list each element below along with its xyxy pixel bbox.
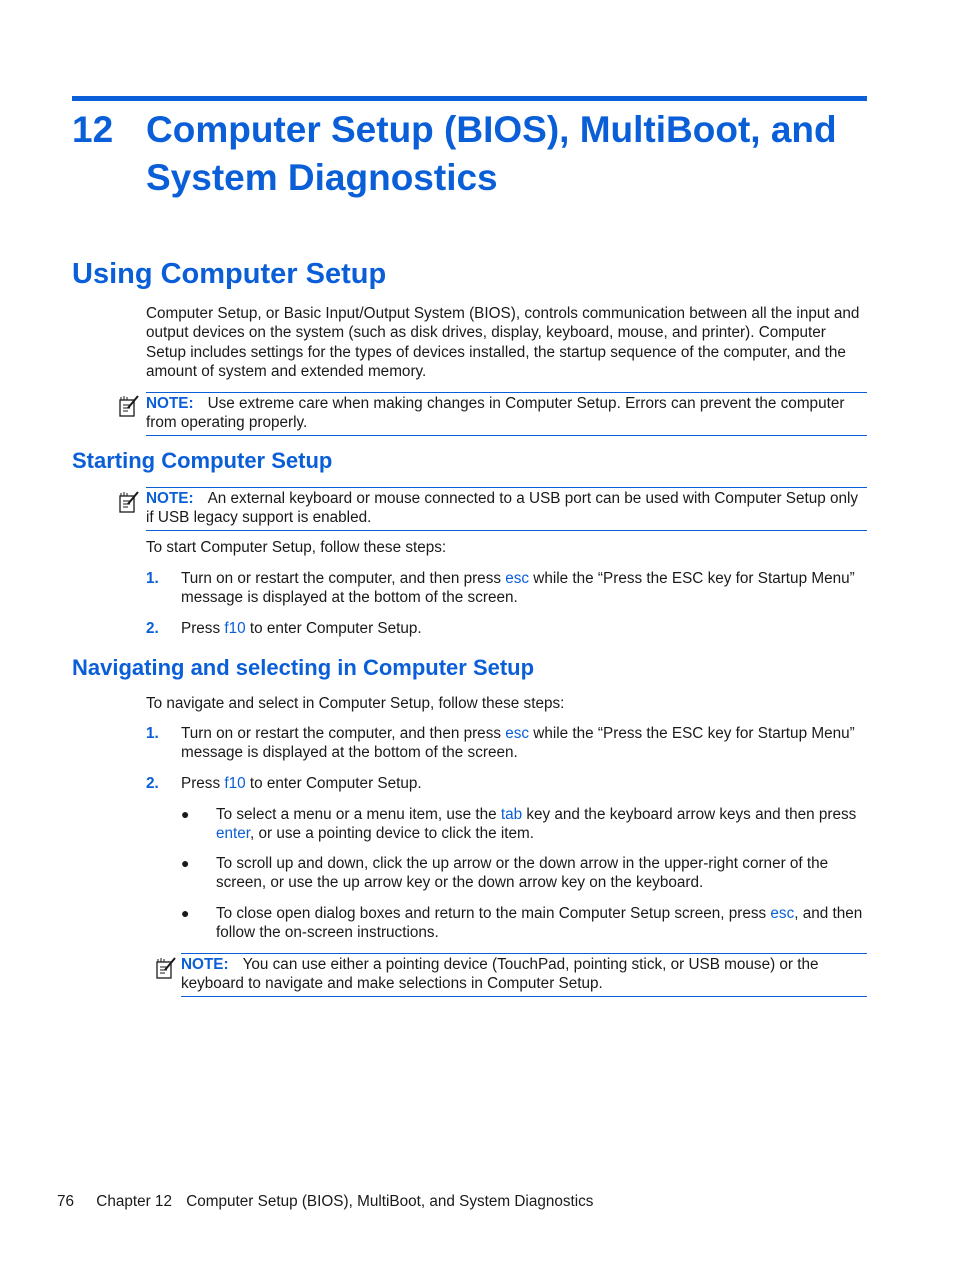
step-text: Press f10 to enter Computer Setup. bbox=[181, 775, 422, 792]
note-pencil-icon bbox=[155, 956, 177, 980]
key-esc: esc bbox=[505, 570, 530, 587]
note-label: NOTE: bbox=[146, 490, 194, 507]
chapter-number: 12 bbox=[72, 109, 114, 150]
section-heading-using: Using Computer Setup bbox=[72, 258, 387, 290]
section-heading-navigating: Navigating and selecting in Computer Setup bbox=[72, 655, 535, 680]
note-box-starting bbox=[146, 487, 867, 531]
key-enter: enter bbox=[216, 825, 251, 843]
bullet-glyph: ● bbox=[181, 855, 190, 871]
step-text: Turn on or restart the computer, and then press esc while the “Press the ESC key for Startup Menu” message is displayed at the bottom of the screen. bbox=[181, 570, 855, 607]
step-number: 2. bbox=[146, 620, 159, 637]
step-number: 1. bbox=[146, 725, 159, 742]
chapter-title-text: Computer Setup (BIOS), MultiBoot, and System Diagnostics bbox=[146, 109, 837, 198]
note-pencil-icon bbox=[118, 490, 140, 514]
key-tab: tab bbox=[500, 806, 523, 823]
page-footer bbox=[57, 1192, 599, 1211]
note-text: You can use either a pointing device (TouchPad, pointing stick, or USB mouse) or the keyboard to navigate and make selections in Computer Setup. bbox=[181, 956, 819, 993]
step-text: Turn on or restart the computer, and then press esc while the “Press the ESC key for Startup Menu” message is displayed at the bottom of the screen. bbox=[181, 725, 855, 762]
page-number: 76 bbox=[57, 1193, 75, 1210]
section-heading-starting: Starting Computer Setup bbox=[72, 448, 333, 473]
note-label: NOTE: bbox=[181, 956, 229, 973]
bullet-glyph: ● bbox=[181, 806, 190, 822]
note-label: NOTE: bbox=[146, 395, 194, 412]
starting-intro: To start Computer Setup, follow these steps: bbox=[146, 539, 447, 556]
using-paragraph: Computer Setup, or Basic Input/Output System (BIOS), controls communication between all the input and output devices on the system (such as disk drives, display, keyboard, mouse, and printer). Computer Setup includes settings for the types of devices installed, the startup sequence of the computer, and the amount of system and extended memory. bbox=[146, 305, 860, 380]
bullet-text: To close open dialog boxes and return to the main Computer Setup screen, press esc, and then follow the on-screen instructions. bbox=[216, 905, 863, 942]
step-text: Press f10 to enter Computer Setup. bbox=[181, 620, 422, 637]
key-esc: esc bbox=[505, 725, 530, 742]
step-number: 1. bbox=[146, 570, 159, 587]
note-pencil-icon bbox=[118, 394, 140, 418]
bullet-text: To select a menu or a menu item, use the tab key and the keyboard arrow keys and then press enter, or use a pointing device to click the item. bbox=[216, 806, 857, 843]
navigating-intro: To navigate and select in Computer Setup, follow these steps: bbox=[146, 695, 565, 712]
bullet-text: To scroll up and down, click the up arrow or the down arrow in the upper-right corner of the screen, or use the up arrow key or the down arrow key on the keyboard. bbox=[216, 855, 829, 892]
chapter-top-rule bbox=[72, 96, 867, 101]
key-f10: f10 bbox=[224, 620, 246, 637]
note-text: An external keyboard or mouse connected to a USB port can be used with Computer Setup only if USB legacy support is enabled. bbox=[146, 490, 859, 527]
key-esc: esc bbox=[770, 905, 795, 922]
step-number: 2. bbox=[146, 775, 159, 792]
footer-title: Computer Setup (BIOS), MultiBoot, and System Diagnostics bbox=[186, 1193, 594, 1210]
note-box-using bbox=[146, 392, 867, 436]
key-f10: f10 bbox=[224, 775, 246, 792]
bullet-glyph: ● bbox=[181, 905, 190, 921]
note-text: Use extreme care when making changes in Computer Setup. Errors can prevent the computer from operating properly. bbox=[146, 395, 845, 432]
footer-chapter: Chapter 12 bbox=[96, 1193, 172, 1210]
note-box-navigating bbox=[181, 953, 867, 997]
